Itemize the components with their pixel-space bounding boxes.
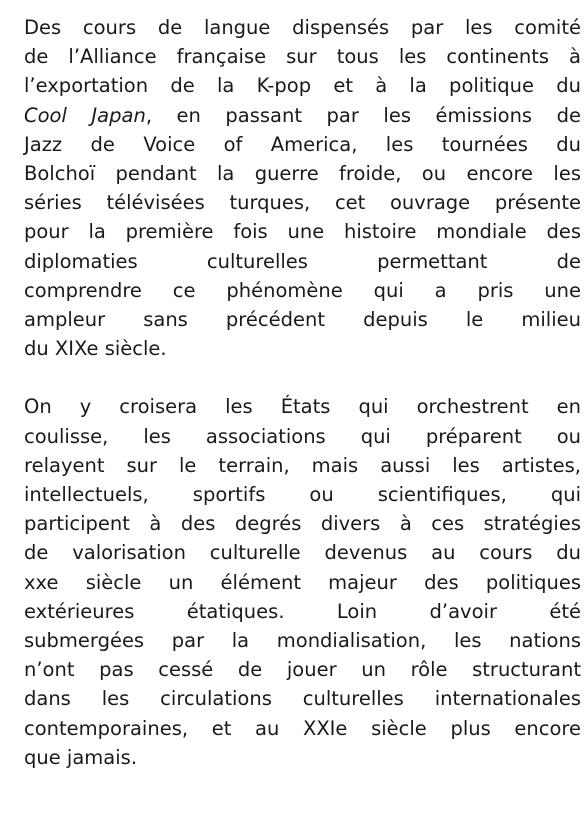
- text-segment: extérieures étatiques. Loin d’avoir été: [24, 599, 581, 623]
- text-segment: dans les circulations culturelles internationales: [24, 687, 581, 711]
- text-line: [24, 684, 581, 713]
- text-segment: contemporaines, et au XXIe siècle plus encore: [24, 716, 581, 740]
- text-line: [24, 334, 581, 363]
- text-segment: submergées par la mondialisation, les nations: [24, 628, 581, 652]
- text-segment: intellectuels, sportifs ou scientifiques, qui: [24, 483, 581, 506]
- text-line: [24, 743, 581, 772]
- text-line: [24, 597, 581, 626]
- italic-text: Cool Japan: [24, 103, 146, 127]
- text-segment: de valorisation culturelle devenus au cours du: [24, 541, 581, 565]
- text-line: [24, 714, 581, 743]
- text-segment: l’exportation de la K-pop et à la politique du: [24, 74, 581, 98]
- text-segment: du XIXe siècle.: [24, 337, 167, 361]
- text-line: [24, 101, 581, 130]
- text-segment: xxe siècle un élément majeur des politiques: [24, 570, 581, 594]
- text-line: [24, 626, 581, 655]
- text-segment: , en passant par les émissions de: [145, 103, 581, 127]
- text-line: [24, 188, 581, 217]
- text-line: [24, 276, 581, 305]
- text-segment: Bolchoï pendant la guerre froide, ou encore les: [24, 161, 581, 185]
- text-segment: On y croisera les États qui orchestrent en: [24, 395, 581, 419]
- text-segment: n’ont pas cessé de jouer un rôle structurant: [24, 658, 581, 682]
- text-line: [24, 538, 581, 567]
- text-line: [24, 247, 581, 276]
- text-segment: Jazz de Voice of America, les tournées du: [24, 132, 581, 156]
- text-line: [24, 217, 581, 246]
- text-segment: relayent sur le terrain, mais aussi les artistes,: [24, 453, 581, 477]
- text-line: [24, 568, 581, 597]
- text-segment: comprendre ce phénomène qui a pris une: [24, 278, 581, 302]
- text-segment: séries télévisées turques, cet ouvrage présente: [24, 191, 581, 215]
- text-line: [24, 42, 581, 71]
- text-line: [24, 451, 581, 480]
- text-line: [24, 655, 581, 684]
- text-line: [24, 422, 581, 451]
- back-cover-text: [24, 13, 581, 772]
- text-segment: ampleur sans précédent depuis le milieu: [24, 307, 581, 331]
- text-line: [24, 130, 581, 159]
- paragraph: [24, 13, 581, 363]
- text-line: [24, 71, 581, 100]
- text-line: [24, 159, 581, 188]
- text-line: [24, 392, 581, 421]
- text-line: [24, 509, 581, 538]
- paragraph-gap: [24, 363, 581, 392]
- text-segment: Des cours de langue dispensés par les comité: [24, 16, 581, 39]
- text-segment: que jamais.: [24, 745, 138, 769]
- text-segment: de l’Alliance française sur tous les continents à: [24, 45, 581, 69]
- text-segment: diplomaties culturelles permettant de: [24, 249, 581, 273]
- text-line: [24, 480, 581, 509]
- text-segment: participent à des degrés divers à ces stratégies: [24, 512, 581, 536]
- text-line: [24, 13, 581, 42]
- text-segment: pour la première fois une histoire mondiale des: [24, 220, 581, 244]
- text-line: [24, 305, 581, 334]
- text-segment: coulisse, les associations qui préparent ou: [24, 424, 581, 448]
- paragraph: [24, 392, 581, 771]
